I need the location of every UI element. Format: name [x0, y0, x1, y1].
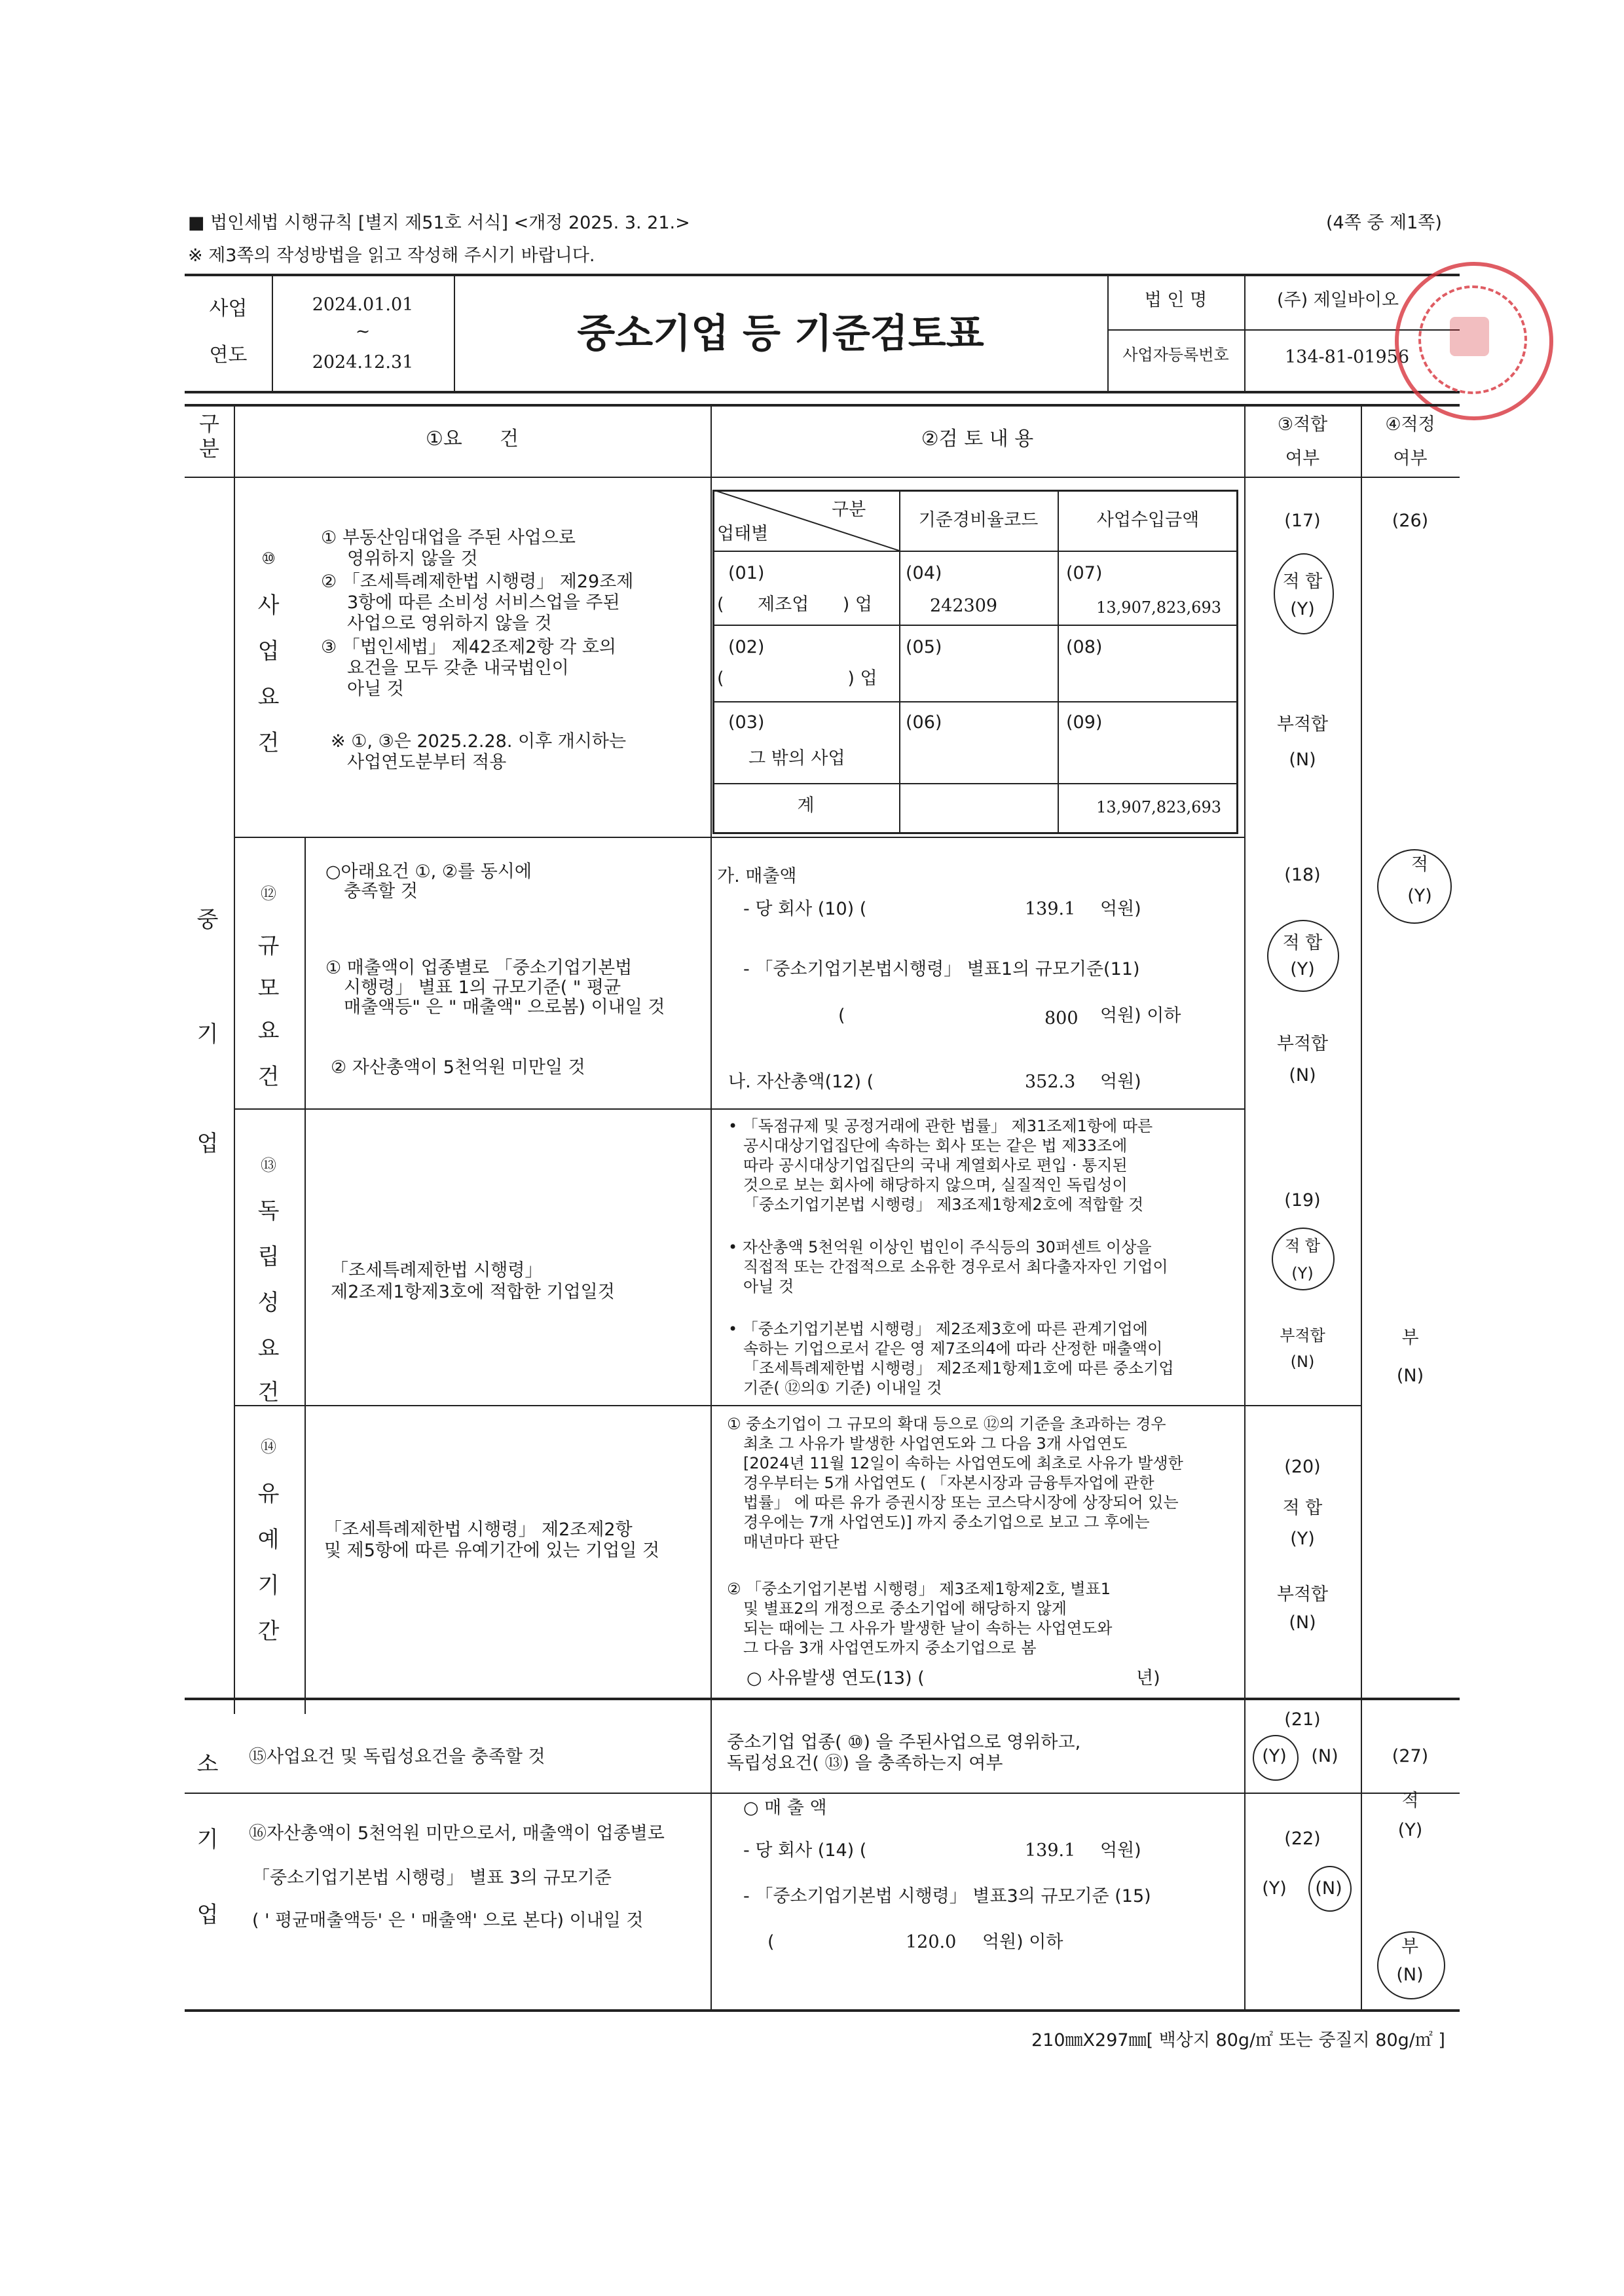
- r104-rev-3: ○ 사유발생 연도(13) (: [747, 1668, 925, 1688]
- r102-label-4: 건: [257, 1064, 280, 1090]
- row2-name: ( ) 업: [717, 668, 877, 689]
- r101-fit-yes: 적 합: [1282, 572, 1323, 592]
- rule: [712, 783, 1238, 784]
- r103-label-3: 성: [257, 1290, 280, 1316]
- page-title: 중소기업 등 기준검토표: [577, 311, 984, 357]
- r102-code: ⑫: [261, 884, 276, 903]
- r106-rev-head: ○ 매 출 액: [743, 1798, 827, 1818]
- r101-proper-no: (26): [1392, 511, 1429, 531]
- r106-rev-1-unit: 억원): [1100, 1840, 1141, 1861]
- r104-rev-1g: 매년마다 판단: [743, 1533, 840, 1551]
- r102-fit-yes: 적 합: [1282, 933, 1323, 953]
- r106-rev-2-val: 120.0: [906, 1932, 957, 1952]
- rule: [185, 477, 1460, 478]
- r102-req-1: ① 매출액이 업종별로 「중소기업기본법: [325, 958, 633, 978]
- r103-rev-1c: 따라 공시대상기업집단의 국내 계열회사로 편입 · 통지된: [743, 1156, 1128, 1175]
- corp-name-label: 법 인 명: [1144, 290, 1208, 310]
- r101-note-b: 사업연도분부터 적용: [347, 752, 507, 773]
- row3-no: (03): [728, 712, 765, 733]
- table-total-amount: 13,907,823,693: [1096, 798, 1221, 816]
- r101-fit-no: (17): [1284, 511, 1321, 531]
- row1-no: (01): [728, 563, 765, 583]
- period-label-1: 사업: [209, 297, 248, 320]
- r102-label-2: 모: [257, 975, 280, 1002]
- r104-label-4: 간: [257, 1618, 280, 1645]
- rule: [234, 1108, 1244, 1110]
- r105-rev-b: 독립성요건( ⑬) 을 충족하는지 여부: [727, 1753, 1003, 1774]
- r104-req: 「조세특례제한법 시행령」 제2조제2항: [324, 1520, 633, 1540]
- r102-proper-yes-y: (Y): [1407, 886, 1432, 906]
- row3-code-no: (06): [906, 712, 942, 733]
- r102-fit-no-label: 부적합: [1276, 1034, 1329, 1054]
- r102-req-head-b: 충족할 것: [344, 881, 418, 902]
- r102-proper-yes: 적: [1411, 854, 1429, 875]
- r104-rev-2: ② 「중소기업기본법 시행령」 제3조제1항제2호, 별표1: [727, 1580, 1111, 1598]
- r103-rev-3d: 기준( ⑫의① 기준) 이내일 것: [743, 1379, 942, 1397]
- r101-code: ⑩: [261, 549, 276, 568]
- rule: [712, 551, 1238, 552]
- r103-proper-no-n: (N): [1396, 1366, 1424, 1386]
- r104-rev-1c: [2024년 11월 12일이 속하는 사업연도에 최초로 사유가 발생한: [743, 1454, 1183, 1472]
- r104-rev-2d: 그 다음 3개 사업연도까지 중소기업으로 봄: [743, 1639, 1037, 1657]
- r102-label-3: 요: [257, 1018, 280, 1044]
- r106-fit-y: (Y): [1262, 1878, 1287, 1899]
- r102-fit-yes-y: (Y): [1290, 959, 1315, 979]
- r106-rev-1: - 당 회사 (14) (: [743, 1840, 867, 1861]
- r101-req-1b: 영위하지 않을 것: [347, 549, 478, 569]
- page-info: (4쪽 중 제1쪽): [1326, 213, 1442, 233]
- rule: [234, 1405, 1361, 1406]
- r102-req-1c: 매출액등" 은 " 매출액" 으로봄) 이내일 것: [344, 997, 665, 1017]
- r106-rev-2-open: (: [767, 1932, 775, 1952]
- r101-label-4: 건: [257, 730, 280, 756]
- column-requirement: ①요 건: [425, 428, 519, 450]
- side-label-sme-3: 업: [196, 1131, 219, 1157]
- r101-fit-yes-y: (Y): [1290, 599, 1315, 619]
- side-label-sme-1: 중: [196, 907, 219, 933]
- r103-rev-3b: 속하는 기업으로서 같은 영 제7조의4에 따라 산정한 매출액이: [743, 1339, 1163, 1358]
- r102-rev-b-val: 352.3: [1025, 1072, 1076, 1092]
- r105-req: ⑮사업요건 및 독립성요건을 충족할 것: [249, 1747, 545, 1767]
- regulation-line: ■ 법인세법 시행규칙 [별지 제51호 서식] <개정 2025. 3. 21.>: [188, 213, 690, 233]
- row3-amt-no: (09): [1066, 712, 1103, 733]
- r104-rev-2b: 및 별표2의 개정으로 중소기업에 해당하지 않게: [743, 1599, 1067, 1618]
- r103-label-4: 요: [257, 1336, 280, 1362]
- r102-rev-b-unit: 억원): [1100, 1072, 1141, 1092]
- column-gubun: 구분: [199, 411, 219, 461]
- r104-label-3: 기: [257, 1573, 280, 1599]
- r105-fit-n: (N): [1311, 1746, 1338, 1766]
- table-total-label: 계: [797, 795, 815, 816]
- r101-req-3b: 요건을 모두 갖춘 내국법인이: [347, 658, 569, 678]
- r102-req-1b: 시행령」 별표 1의 규모기준( " 평균: [344, 977, 621, 998]
- r103-rev-1d: 것으로 보는 회사에 해당하지 않으며, 실질적인 독립성이: [743, 1176, 1128, 1194]
- r103-fit-no-n: (N): [1290, 1353, 1315, 1371]
- r105-proper-no: (27): [1392, 1746, 1429, 1766]
- r101-label-1: 사: [257, 592, 280, 619]
- r106-rev-2: - 「중소기업기본법 시행령」 별표3의 규모기준 (15): [743, 1886, 1151, 1906]
- r103-fit-no: (19): [1284, 1190, 1321, 1211]
- r102-rev-a1-unit: 억원): [1100, 899, 1141, 919]
- r102-label-1: 규: [257, 933, 280, 959]
- rule: [185, 1793, 1460, 1794]
- r104-req-b: 및 제5항에 따른 유예기간에 있는 기업일 것: [324, 1540, 660, 1561]
- column-proper-1: ④적정: [1385, 414, 1435, 435]
- rule: [712, 625, 1238, 626]
- r103-code: ⑬: [261, 1156, 276, 1175]
- r103-label-1: 독: [257, 1198, 280, 1224]
- period-tilde: ~: [355, 321, 371, 342]
- rule: [234, 404, 235, 1714]
- row1-code: 242309: [930, 596, 998, 616]
- r105-proper-yes: 적: [1401, 1791, 1419, 1811]
- r104-label-1: 유: [257, 1481, 280, 1507]
- r103-rev-1: • 「독점규제 및 공정거래에 관한 법률」 제31조제1항에 따른: [728, 1117, 1153, 1135]
- r103-rev-2c: 아닐 것: [743, 1277, 794, 1296]
- r101-fit-no-label: 부적합: [1276, 714, 1329, 735]
- r104-rev-2c: 되는 때에는 그 사유가 발생한 날이 속하는 사업연도와: [743, 1619, 1113, 1637]
- r101-req-3: ③ 「법인세법」 제42조제2항 각 호의: [321, 637, 616, 657]
- r102-rev-a: 가. 매출액: [717, 866, 797, 886]
- paper-spec: 210㎜X297㎜[ 백상지 80g/㎡ 또는 중질지 80g/㎡ ]: [1031, 2030, 1445, 2050]
- table-head-industry: 업태별: [717, 524, 769, 544]
- rule: [1244, 274, 1246, 391]
- r103-rev-2: • 자산총액 5천억원 이상인 법인이 주식등의 30퍼센트 이상을: [728, 1238, 1152, 1256]
- period-end: 2024.12.31: [312, 352, 414, 373]
- r104-fit-no-label: 부적합: [1276, 1584, 1329, 1605]
- r106-req: ⑯자산총액이 5천억원 미만으로서, 매출액이 업종별로: [249, 1823, 665, 1844]
- biz-no: 134-81-01956: [1285, 347, 1410, 367]
- rule: [185, 391, 1460, 393]
- rule: [185, 1698, 1460, 1700]
- r106-req-c: ( ' 평균매출액등' 은 ' 매출액' 으로 본다) 이내일 것: [252, 1910, 644, 1931]
- r104-fit-yes-y: (Y): [1290, 1529, 1315, 1549]
- r103-rev-1b: 공시대상기업집단에 속하는 회사 또는 같은 법 제33조에: [743, 1137, 1128, 1155]
- r101-label-3: 요: [257, 684, 280, 710]
- r104-fit-no-n: (N): [1289, 1613, 1316, 1633]
- period-start: 2024.01.01: [312, 295, 414, 315]
- r106-proper-no-n: (N): [1396, 1965, 1424, 1985]
- row2-no: (02): [728, 637, 765, 657]
- r103-fit-yes: 적 합: [1285, 1237, 1320, 1255]
- r104-rev-1d: 경우부터는 5개 사업연도 ( 「자본시장과 금융투자업에 관한: [743, 1474, 1154, 1492]
- r103-rev-3: • 「중소기업기본법 시행령」 제2조제3호에 따른 관계기업에: [728, 1320, 1148, 1338]
- row1-amount: 13,907,823,693: [1096, 598, 1221, 617]
- r103-req-b: 제2조제1항제3호에 적합한 기업일것: [331, 1282, 615, 1302]
- side-label-small-1: 소: [196, 1751, 219, 1777]
- r105-fit-no: (21): [1284, 1709, 1321, 1730]
- r101-note: ※ ①, ③은 2025.2.28. 이후 개시하는: [331, 731, 627, 752]
- r104-rev-1b: 최초 그 사유가 발생한 사업연도와 그 다음 3개 사업연도: [743, 1434, 1128, 1453]
- r104-rev-1e: 법률」 에 따른 유가 증권시장 또는 코스닥시장에 상장되어 있는: [743, 1493, 1179, 1512]
- r102-req-2: ② 자산총액이 5천억원 미만일 것: [331, 1057, 585, 1078]
- column-fit-1: ③적합: [1277, 414, 1328, 435]
- r104-rev-3-unit: 년): [1136, 1668, 1160, 1688]
- r101-fit-no-n: (N): [1289, 750, 1316, 770]
- r101-req-2: ② 「조세특례제한법 시행령」 제29조제: [321, 572, 634, 592]
- table-head-code: 기준경비율코드: [918, 510, 1039, 530]
- biz-no-label: 사업자등록번호: [1122, 346, 1229, 364]
- r102-req-head: ○아래요건 ①, ②를 동시에: [325, 862, 532, 882]
- row2-code-no: (05): [906, 637, 942, 657]
- period-label-2: 연도: [209, 344, 248, 367]
- side-label-sme-2: 기: [196, 1021, 219, 1048]
- r104-rev-1: ① 중소기업이 그 규모의 확대 등으로 ⑫의 기준을 초과하는 경우: [727, 1415, 1166, 1433]
- company-seal: [1395, 262, 1553, 420]
- table-head-amount: 사업수입금액: [1096, 510, 1200, 530]
- row3-name: 그 밖의 사업: [748, 748, 845, 769]
- r104-fit-yes: 적 합: [1282, 1498, 1323, 1518]
- r101-req-3c: 아닐 것: [347, 679, 404, 699]
- r102-rev-a1: - 당 회사 (10) (: [743, 899, 867, 919]
- r103-fit-no-label: 부적합: [1280, 1326, 1325, 1345]
- r104-code: ⑭: [261, 1438, 276, 1456]
- r101-req-1: ① 부동산임대업을 주된 사업으로: [321, 528, 576, 548]
- column-fit-2: 여부: [1285, 448, 1320, 469]
- r103-rev-2b: 직접적 또는 간접적으로 소유한 경우로서 최다출자자인 기업이: [743, 1258, 1168, 1276]
- r106-proper-no-label: 부: [1401, 1937, 1419, 1957]
- r101-label-2: 업: [257, 638, 280, 665]
- rule: [185, 2009, 1460, 2012]
- r104-rev-1f: 경우에는 7개 사업연도)] 까지 중소기업으로 보고 그 후에는: [743, 1513, 1150, 1531]
- rule: [712, 701, 1238, 702]
- r105-rev: 중소기업 업종( ⑩) 을 주된사업으로 영위하고,: [727, 1732, 1081, 1753]
- r104-label-2: 예: [257, 1527, 280, 1553]
- table-head-gubun: 구분: [832, 500, 866, 520]
- r102-fit-no: (18): [1284, 865, 1321, 885]
- r106-rev-1-val: 139.1: [1025, 1840, 1076, 1861]
- r103-label-5: 건: [257, 1379, 280, 1406]
- r103-req: 「조세특례제한법 시행령」: [331, 1260, 543, 1281]
- row1-amt-no: (07): [1066, 563, 1103, 583]
- rule: [234, 837, 1244, 838]
- column-proper-2: 여부: [1393, 448, 1428, 469]
- r103-rev-3c: 「조세특례제한법 시행령」 제2조제1항제1호에 따른 중소기업: [743, 1359, 1174, 1377]
- r102-rev-a1-val: 139.1: [1025, 899, 1076, 919]
- r102-rev-a2: - 「중소기업기본법시행령」 별표1의 규모기준(11): [743, 959, 1140, 979]
- corp-name: (주) 제일바이오: [1277, 290, 1399, 310]
- r106-fit-n: (N): [1315, 1878, 1342, 1899]
- rule: [185, 274, 1460, 276]
- r102-rev-a2-open: (: [838, 1006, 845, 1026]
- r102-rev-a2-val: 800: [1044, 1008, 1079, 1029]
- side-label-small-2: 기: [196, 1827, 219, 1853]
- r106-rev-2-unit: 억원) 이하: [982, 1932, 1063, 1952]
- r106-req-b: 「중소기업기본법 시행령」 별표 3의 규모기준: [252, 1868, 612, 1888]
- rule: [185, 404, 1460, 407]
- instruction-line: ※ 제3쪽의 작성방법을 읽고 작성해 주시기 바랍니다.: [188, 246, 595, 266]
- r102-rev-a2-unit: 억원) 이하: [1100, 1006, 1181, 1026]
- r105-fit-y: (Y): [1262, 1746, 1287, 1766]
- r103-rev-1e: 「중소기업기본법 시행령」 제3조제1항제2호에 적합할 것: [743, 1195, 1144, 1214]
- row1-code-no: (04): [906, 563, 942, 583]
- rule: [304, 837, 306, 1714]
- r105-proper-yes-y: (Y): [1397, 1820, 1423, 1840]
- r101-req-2b: 3항에 따른 소비성 서비스업을 주된: [347, 592, 620, 613]
- row2-amt-no: (08): [1066, 637, 1103, 657]
- column-review: ②검 토 내 용: [921, 428, 1034, 450]
- r102-fit-no-n: (N): [1289, 1065, 1316, 1085]
- r103-label-2: 립: [257, 1244, 280, 1270]
- r106-fit-no: (22): [1284, 1829, 1321, 1849]
- r101-req-2c: 사업으로 영위하지 않을 것: [347, 613, 552, 634]
- r103-proper-no-label: 부: [1401, 1328, 1419, 1348]
- row1-name: ( 제조업 ) 업: [717, 594, 872, 615]
- r102-rev-b: 나. 자산총액(12) (: [728, 1072, 874, 1092]
- side-label-small-3: 업: [196, 1902, 219, 1928]
- r104-fit-no: (20): [1284, 1457, 1321, 1477]
- r103-fit-yes-y: (Y): [1291, 1264, 1314, 1283]
- rule: [710, 404, 712, 2009]
